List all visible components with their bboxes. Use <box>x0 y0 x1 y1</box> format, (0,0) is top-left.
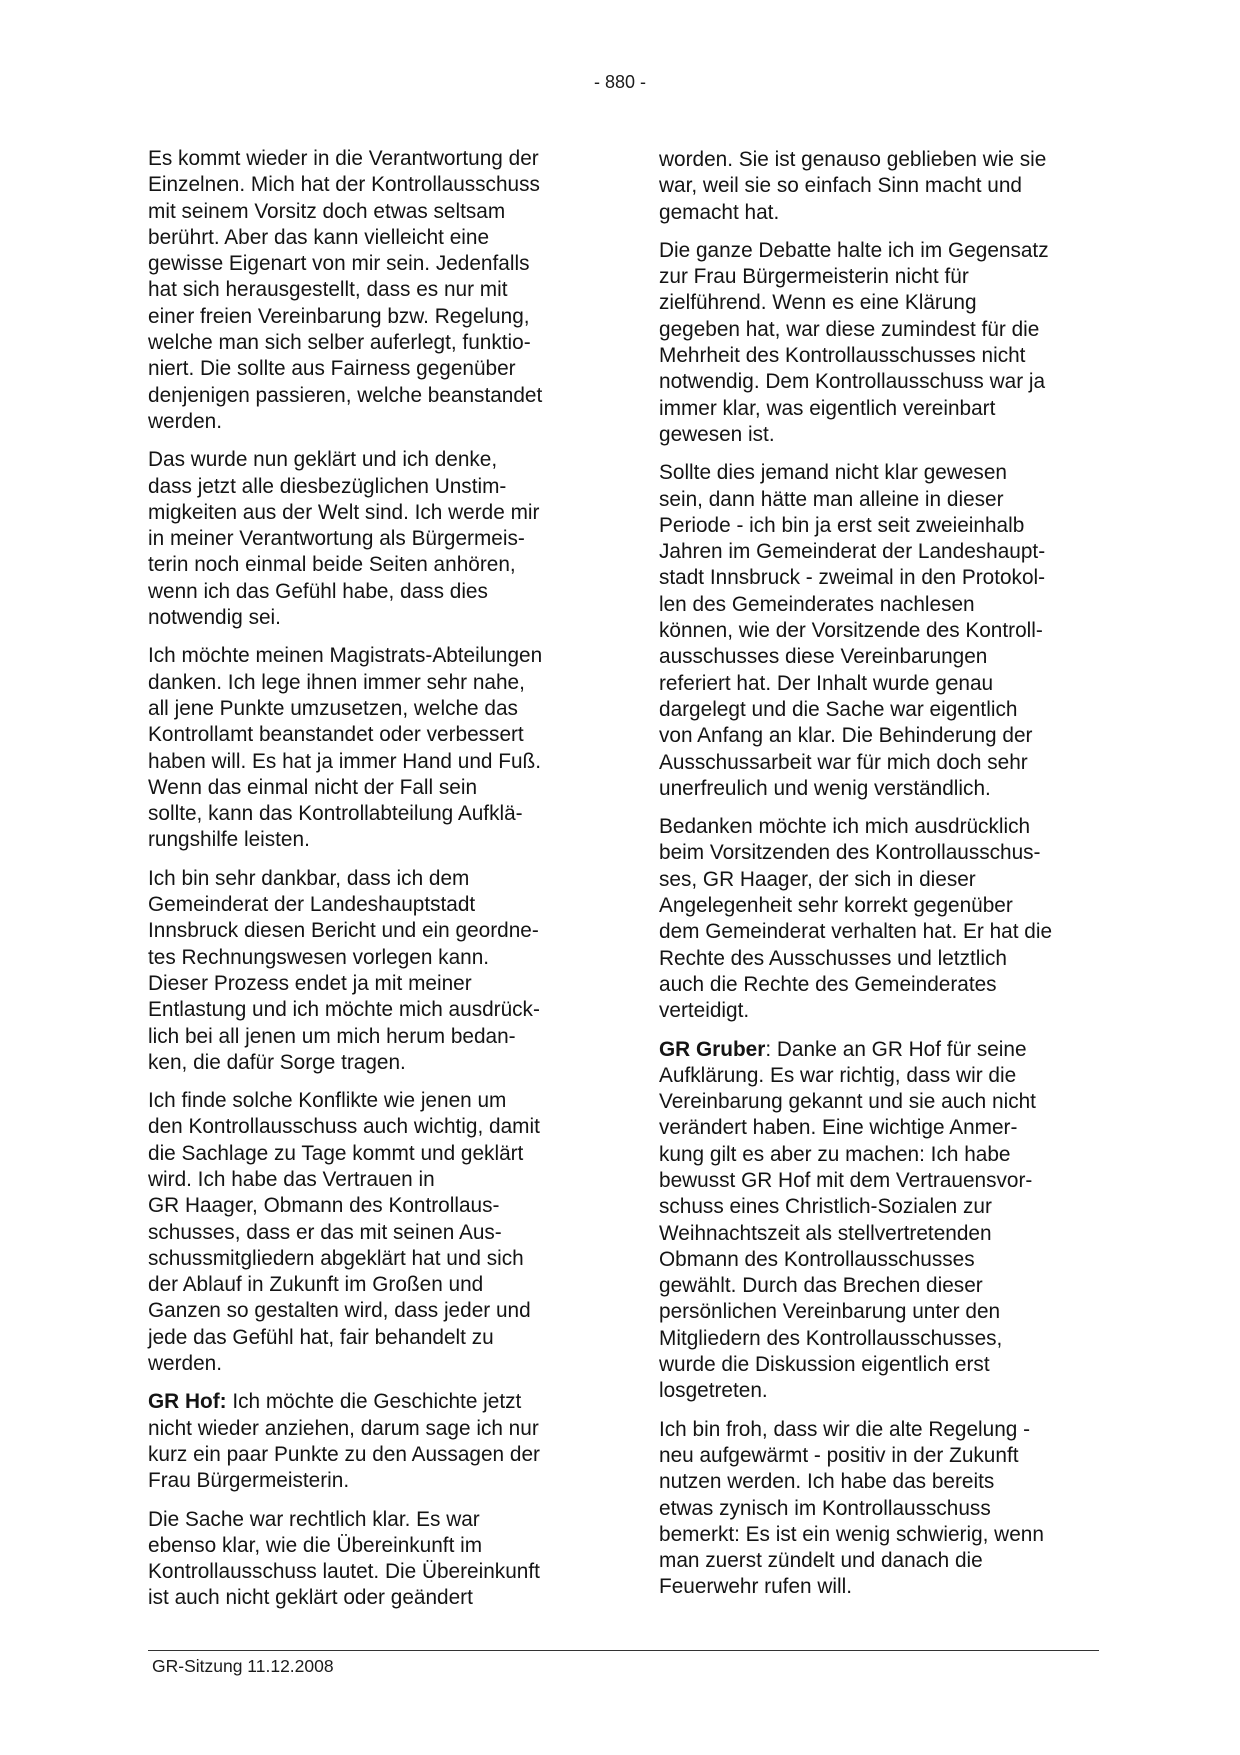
text-line: denjenigen passieren, welche beanstandet <box>148 383 543 407</box>
text-line: auch die Rechte des Gemeinderates <box>659 972 997 996</box>
text-line: ken, die dafür Sorge tragen. <box>148 1050 406 1074</box>
speaker-text: : Danke an GR Hof für seine <box>765 1037 1027 1061</box>
text-line: schuss eines Christlich-Sozialen zur <box>659 1195 992 1219</box>
text-line: der Ablauf in Zukunft im Großen und <box>148 1273 484 1297</box>
text-line: bewusst GR Hof mit dem Vertrauensvor- <box>659 1168 1033 1192</box>
text-line: notwendig sei. <box>148 606 281 630</box>
text-line: jede das Gefühl hat, fair behandelt zu <box>148 1325 494 1349</box>
speaker-text: Ich möchte die Geschichte jetzt <box>226 1390 522 1414</box>
text-line: ausschusses diese Vereinbarungen <box>659 645 988 669</box>
text-line: berührt. Aber das kann vielleicht eine <box>148 225 490 249</box>
text-line <box>659 1037 1099 1063</box>
text-line: Aufklärung. Es war richtig, dass wir die <box>659 1063 1017 1087</box>
text-line: Periode - ich bin ja erst seit zweieinhalb <box>659 513 1025 537</box>
paragraph <box>148 146 588 435</box>
text-line: wenn ich das Gefühl habe, dass dies <box>148 579 488 603</box>
text-line: Vereinbarung gekannt und sie auch nicht <box>659 1090 1036 1114</box>
paragraph <box>659 460 1099 802</box>
text-line: niert. Die sollte aus Fairness gegenüber <box>148 357 516 381</box>
text-line: verteidigt. <box>659 999 750 1023</box>
text-line: dem Gemeinderat verhalten hat. Er hat die <box>659 920 1053 944</box>
text-line: man zuerst zündelt und danach die <box>659 1549 983 1573</box>
text-line: bemerkt: Es ist ein wenig schwierig, wenn <box>659 1522 1044 1546</box>
text-line: Das wurde nun geklärt und ich denke, <box>148 448 498 472</box>
text-line: sein, dann hätte man alleine in dieser <box>659 487 1004 511</box>
text-line: Angelegenheit sehr korrekt gegenüber <box>659 894 1013 918</box>
paragraph <box>659 814 1099 1024</box>
text-line: Rechte des Ausschusses und letztlich <box>659 946 1007 970</box>
text-line: Mehrheit des Kontrollausschusses nicht <box>659 344 1026 368</box>
text-line: Feuerwehr rufen will. <box>659 1575 853 1599</box>
text-line: Jahren im Gemeinderat der Landeshaupt- <box>659 540 1046 564</box>
left-column <box>148 146 588 1624</box>
text-line: gewisse Eigenart von mir sein. Jedenfalls <box>148 252 530 276</box>
paragraph <box>148 1507 588 1612</box>
text-line: rungshilfe leisten. <box>148 828 310 852</box>
paragraph <box>659 1037 1099 1405</box>
speaker-name: GR Gruber <box>659 1037 766 1061</box>
text-line: neu aufgewärmt - positiv in der Zukunft <box>659 1443 1019 1467</box>
footer-divider <box>148 1650 1099 1651</box>
text-line: Einzelnen. Mich hat der Kontrollausschuss <box>148 173 540 197</box>
text-line: haben will. Es hat ja immer Hand und Fuß. <box>148 749 542 773</box>
text-line: immer klar, was eigentlich vereinbart <box>659 396 996 420</box>
text-line: schussmitgliedern abgeklärt hat und sich <box>148 1246 524 1270</box>
text-line: ist auch nicht geklärt oder geändert <box>148 1586 473 1610</box>
text-line: tes Rechnungswesen vorlegen kann. <box>148 945 490 969</box>
text-line: losgetreten. <box>659 1379 768 1403</box>
text-line: war, weil sie so einfach Sinn macht und <box>659 174 1022 198</box>
footer-session-date: GR-Sitzung 11.12.2008 <box>152 1656 334 1676</box>
text-line: wurde die Diskussion eigentlich erst <box>659 1353 990 1377</box>
text-line: Ich bin sehr dankbar, dass ich dem <box>148 866 470 890</box>
paragraph <box>148 447 588 631</box>
text-line: lich bei all jenen um mich herum bedan- <box>148 1024 516 1048</box>
text-line: Innsbruck diesen Bericht und ein geordne- <box>148 919 539 943</box>
text-line: zur Frau Bürgermeisterin nicht für <box>659 265 969 289</box>
text-line: etwas zynisch im Kontrollausschuss <box>659 1496 991 1520</box>
text-line: Ich finde solche Konflikte wie jenen um <box>148 1089 507 1113</box>
text-line: hat sich herausgestellt, dass es nur mit <box>148 278 508 302</box>
text-line <box>148 1389 588 1415</box>
text-line: Die Sache war rechtlich klar. Es war <box>148 1507 480 1531</box>
text-line: notwendig. Dem Kontrollausschuss war ja <box>659 370 1046 394</box>
text-line: mit seinem Vorsitz doch etwas seltsam <box>148 199 506 223</box>
text-line: migkeiten aus der Welt sind. Ich werde mir <box>148 500 540 524</box>
paragraph <box>148 1088 588 1377</box>
text-line: in meiner Verantwortung als Bürgermeis- <box>148 527 525 551</box>
text-line: sollte, kann das Kontrollabteilung Aufklä- <box>148 802 523 826</box>
paragraph <box>659 147 1099 226</box>
page-number: - 880 - <box>593 72 647 92</box>
text-line: Es kommt wieder in die Verantwortung der <box>148 147 539 170</box>
text-line: Frau Bürgermeisterin. <box>148 1469 350 1493</box>
text-line: zielführend. Wenn es eine Klärung <box>659 291 977 315</box>
text-line: werden. <box>148 409 222 433</box>
text-line: kung gilt es aber zu machen: Ich habe <box>659 1142 1011 1166</box>
text-line: einer freien Vereinbarung bzw. Regelung, <box>148 304 530 328</box>
text-line: Entlastung und ich möchte mich ausdrück- <box>148 998 540 1022</box>
text-line: len des Gemeinderates nachlesen <box>659 592 975 616</box>
text-line: Ganzen so gestalten wird, dass jeder und <box>148 1299 531 1323</box>
text-line: nicht wieder anziehen, darum sage ich nur <box>148 1416 539 1440</box>
right-column <box>659 147 1099 1613</box>
text-line: referiert hat. Der Inhalt wurde genau <box>659 671 994 695</box>
text-line: ebenso klar, wie die Übereinkunft im <box>148 1533 483 1557</box>
text-line: Kontrollamt beanstandet oder verbessert <box>148 723 524 747</box>
text-line: danken. Ich lege ihnen immer sehr nahe, <box>148 670 525 694</box>
text-line: schusses, dass er das mit seinen Aus- <box>148 1220 502 1244</box>
text-line: werden. <box>148 1352 222 1376</box>
text-line: können, wie der Vorsitzende des Kontroll- <box>659 619 1043 643</box>
text-line: Gemeinderat der Landeshauptstadt <box>148 893 476 917</box>
text-line: wird. Ich habe das Vertrauen in <box>148 1167 435 1191</box>
text-line: dargelegt und die Sache war eigentlich <box>659 697 1018 721</box>
text-line: gemacht hat. <box>659 200 780 224</box>
text-line: Obmann des Kontrollausschusses <box>659 1247 975 1271</box>
paragraph <box>659 1417 1099 1601</box>
text-line: gegeben hat, war diese zumindest für die <box>659 317 1040 341</box>
paragraph <box>659 238 1099 448</box>
text-line: stadt Innsbruck - zweimal in den Protokol- <box>659 566 1046 590</box>
text-line: die Sachlage zu Tage kommt und geklärt <box>148 1141 524 1165</box>
text-line: Kontrollausschuss lautet. Die Übereinkunft <box>148 1560 540 1584</box>
text-line: dass jetzt alle diesbezüglichen Unstim- <box>148 474 507 498</box>
text-line: Weihnachtszeit als stellvertretenden <box>659 1221 992 1245</box>
text-line: Ich bin froh, dass wir die alte Regelung - <box>659 1417 1031 1441</box>
paragraph <box>148 866 588 1076</box>
text-line: gewesen ist. <box>659 422 775 446</box>
text-line: Wenn das einmal nicht der Fall sein <box>148 775 478 799</box>
text-line: gewählt. Durch das Brechen dieser <box>659 1274 983 1298</box>
speaker-name: GR Hof: <box>148 1390 227 1414</box>
text-line: unerfreulich und wenig verständlich. <box>659 776 991 800</box>
text-line: Die ganze Debatte halte ich im Gegensatz <box>659 238 1049 262</box>
text-line: Ausschussarbeit war für mich doch sehr <box>659 750 1028 774</box>
text-line: all jene Punkte umzusetzen, welche das <box>148 696 518 720</box>
text-line: Ich möchte meinen Magistrats-Abteilungen <box>148 644 543 668</box>
text-line: den Kontrollausschuss auch wichtig, damit <box>148 1115 540 1139</box>
text-line: Dieser Prozess endet ja mit meiner <box>148 971 472 995</box>
text-line: beim Vorsitzenden des Kontrollausschus- <box>659 841 1041 865</box>
text-line: persönlichen Vereinbarung unter den <box>659 1300 1001 1324</box>
text-line: terin noch einmal beide Seiten anhören, <box>148 553 516 577</box>
text-line: von Anfang an klar. Die Behinderung der <box>659 724 1033 748</box>
text-line: Sollte dies jemand nicht klar gewesen <box>659 461 1007 485</box>
text-line: nutzen werden. Ich habe das bereits <box>659 1470 995 1494</box>
text-line: kurz ein paar Punkte zu den Aussagen der <box>148 1442 540 1466</box>
text-line: Bedanken möchte ich mich ausdrücklich <box>659 815 1031 839</box>
text-line: ses, GR Haager, der sich in dieser <box>659 867 976 891</box>
paragraph <box>148 643 588 853</box>
text-line: Mitgliedern des Kontrollausschusses, <box>659 1326 1003 1350</box>
text-line: worden. Sie ist genauso geblieben wie sie <box>659 148 1047 171</box>
text-line: verändert haben. Eine wichtige Anmer- <box>659 1116 1018 1140</box>
text-line: welche man sich selber auferlegt, funktio- <box>148 331 531 355</box>
paragraph <box>148 1389 588 1494</box>
text-line: GR Haager, Obmann des Kontrollaus- <box>148 1194 500 1218</box>
